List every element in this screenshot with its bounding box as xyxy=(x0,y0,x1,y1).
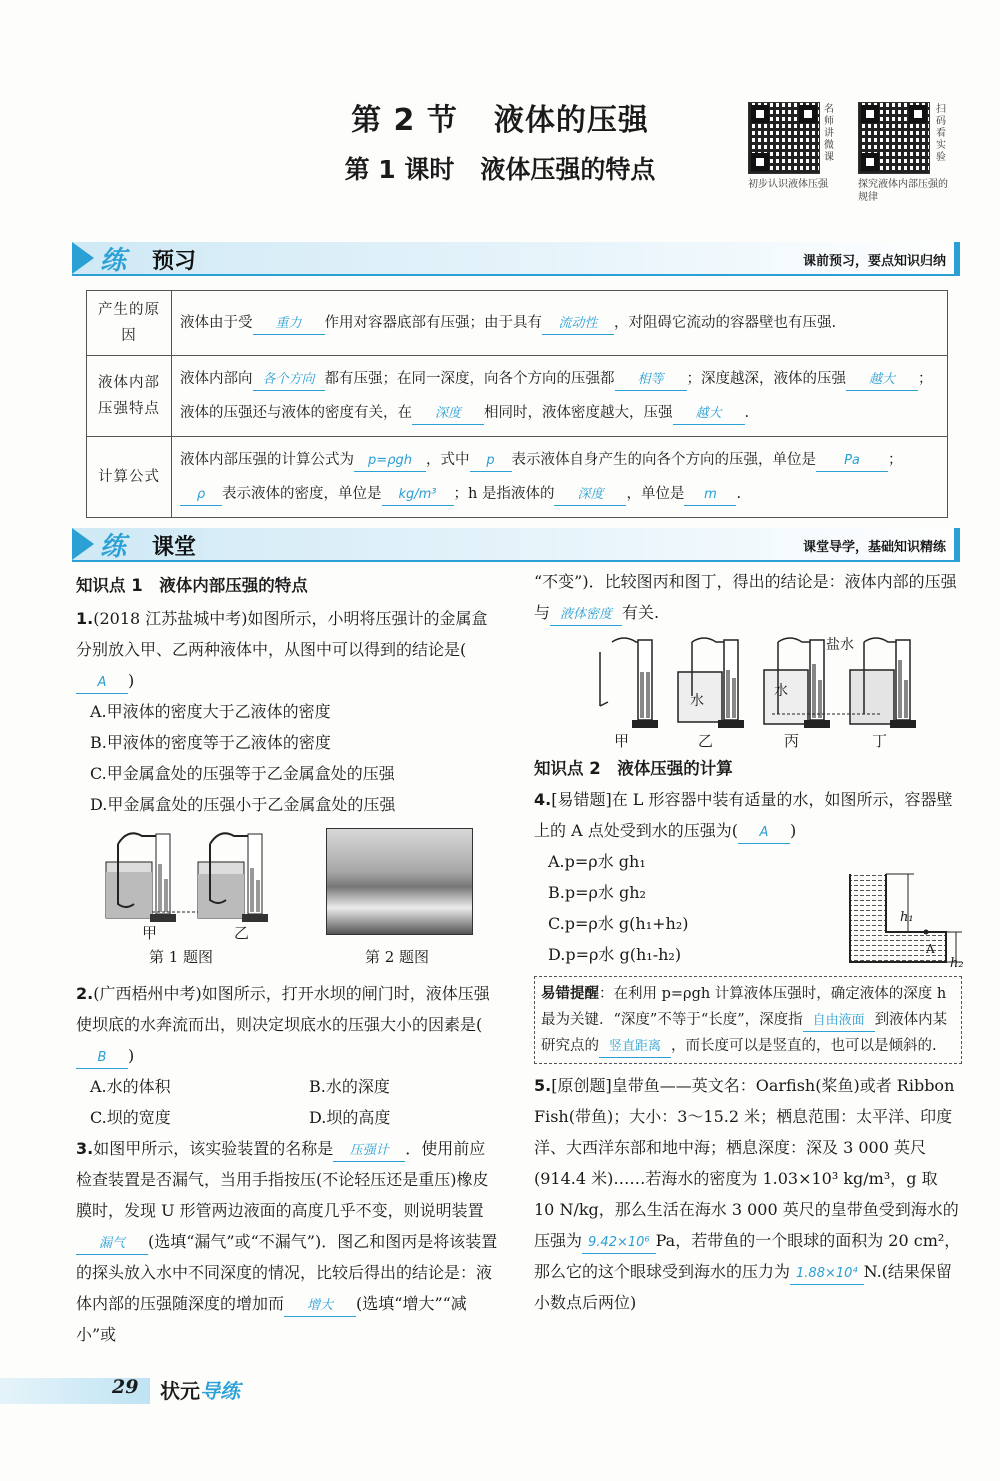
answer-blank[interactable]: p xyxy=(470,451,512,472)
answer-blank[interactable]: 漏气 xyxy=(76,1234,148,1255)
question-5: 5.[原创题]皇带鱼——英文名：Oarfish(桨鱼)或者 Ribbon Fish(带鱼)；大小：3～15.2 米；栖息范围：太平洋、印度洋、大西洋东部和地中海；栖息深度：深及 3 000 英尺(914.4 米)……若海水的密度为 1.03×10³ kg/m³，g 取 10 N/kg，那么生活在海水 3 000 英尺的皇带鱼受到海水的压强为 9.42×10⁶ Pa，若带鱼的一个眼球的面积为 20 cm²，那么它的这个眼球受到海水的压力为 1.88×10⁴ N.(结果保留小数点后两位) xyxy=(534,1076,961,1312)
band-tick xyxy=(954,242,960,274)
knowledge-point-2: 知识点 2 液体压强的计算 xyxy=(534,759,733,778)
option[interactable]: A.甲液体的密度大于乙液体的密度 xyxy=(90,702,331,721)
fig-label: 丁 xyxy=(872,732,888,750)
answer-blank[interactable]: 1.88×10⁴ xyxy=(790,1264,864,1285)
option[interactable]: B.甲液体的密度等于乙液体的密度 xyxy=(90,733,331,752)
qr-caption-2: 探究液体内部压强的规律 xyxy=(858,179,948,203)
brine-label: 盐水 xyxy=(826,637,854,653)
row-head: 产生的原因 xyxy=(87,291,172,356)
fig-label: 丙 xyxy=(784,732,800,750)
row-body: 液体内部压强的计算公式为 p=ρgh ，式中 p 表示液体自身产生的向各个方向的压强，单位是 Pa ；ρ 表示液体的密度，单位是 kg/m³ ；h 是指液体的 深度 ，单位是 m . xyxy=(172,437,948,518)
question-4: 4.[易错题]在 L 形容器中装有适量的水，如图所示，容器壁上的 A 点处受到水的压强为( A ) A.p=ρ水 gh₁ B.p=ρ水 gh₂ C.p=ρ水 g(h₁+h₂) D.p=ρ水 g(h₁-h₂) h₁ h₂ A xyxy=(534,784,962,970)
option[interactable]: C.甲金属盒处的压强等于乙金属盒处的压强 xyxy=(90,764,395,783)
option[interactable]: D.坝的高度 xyxy=(309,1108,391,1127)
qr-caption-1: 初步认识液体压强 xyxy=(748,179,828,190)
section-number: 第 2 节 xyxy=(351,103,458,138)
preview-subtitle: 课前预习，要点知识归纳 xyxy=(802,254,946,269)
answer-blank[interactable]: 压强计 xyxy=(333,1141,405,1162)
left-column xyxy=(76,570,501,1350)
preview-table xyxy=(86,290,948,518)
fig-label: 乙 xyxy=(698,732,714,750)
option[interactable]: A.水的体积 xyxy=(90,1077,171,1096)
question-3: 3.如图甲所示，该实验装置的名称是 压强计 ．使用前应检查装置是否漏气，当用手指按压(不论轻压还是重压)橡皮膜时，发现 U 形管两边液面的高度几乎不变，则说明装置漏气 (选填“漏气”或“不漏气”)．图乙和图丙是将该装置的探头放入水中不同深度的情况，比较后得出的结论是：液体内部的压强随深度的增加而 增大 (选填“增大”“减小”或 xyxy=(76,1139,498,1344)
qr-side-label-1: 名师讲微课 xyxy=(824,104,834,163)
option[interactable]: B.水的深度 xyxy=(309,1077,390,1096)
answer-blank[interactable]: kg/m³ xyxy=(382,485,454,506)
option[interactable]: D.p=ρ水 g(h₁-h₂) xyxy=(548,945,682,964)
answer-blank[interactable]: 各个方向 xyxy=(253,370,325,391)
figure-captions xyxy=(76,950,501,978)
error-tip-box: 易错提醒：在利用 p=ρgh 计算液体压强时，确定液体的深度 h 最为关键．“深度”不等于“长度”，深度指 自由液面 到液体内某研究点的 竖直距离 ，而长度可以是竖直的，也可以是倾斜的. xyxy=(534,976,962,1064)
fig-label: 甲 xyxy=(614,732,630,750)
qr-side-label-2: 扫码看实验 xyxy=(936,104,946,163)
preview-label: 预习 xyxy=(152,249,197,274)
lesson-name: 液体压强的特点 xyxy=(480,155,656,184)
row-head: 液体内部压强特点 xyxy=(87,356,172,437)
question-1-figures xyxy=(76,820,501,950)
brand-logo: 状元导练 xyxy=(160,1379,240,1403)
question-2: 2.(广西梧州中考)如图所示，打开水坝的闸门时，液体压强使坝底的水奔流而出，则决定坝底水的压强大小的因素是(B ) A.水的体积 B.水的深度 C.坝的宽度 D.坝的高度 xyxy=(76,978,501,1133)
answer-blank[interactable]: 竖直距离 xyxy=(599,1037,671,1058)
tip-label: 易错提醒 xyxy=(541,986,599,1002)
answer-blank[interactable]: 越大 xyxy=(673,404,745,425)
answer-blank[interactable]: 重力 xyxy=(253,314,325,335)
band-tick xyxy=(954,528,960,560)
fig1-caption: 第 1 题图 xyxy=(148,948,214,966)
qr-code-1[interactable] xyxy=(748,102,820,174)
pressure-gauge-figure xyxy=(98,824,278,932)
answer-blank[interactable]: ρ xyxy=(180,485,222,506)
dam-photo xyxy=(326,828,473,935)
option[interactable]: A.p=ρ水 gh₁ xyxy=(548,852,646,871)
practice-icon: 练 xyxy=(100,532,127,562)
page-number: 29 xyxy=(112,1376,139,1398)
answer-blank[interactable]: 深度 xyxy=(554,485,626,506)
fig2-caption: 第 2 题图 xyxy=(364,948,430,966)
row-body: 液体内部向 各个方向 都有压强；在同一深度，向各个方向的压强都 相等 ；深度越深，液体的压强 越大 ；液体的压强还与液体的密度有关，在 深度 相同时，液体密度越大，压强 越大 . xyxy=(172,356,948,437)
h2-label: h₂ xyxy=(950,956,964,971)
section-name: 液体的压强 xyxy=(493,103,649,138)
option[interactable]: C.坝的宽度 xyxy=(90,1108,171,1127)
class-band xyxy=(72,528,960,562)
table-row xyxy=(87,291,948,356)
qr-code-icon xyxy=(748,102,820,174)
h1-label: h₁ xyxy=(900,910,914,925)
fig-label: 甲 xyxy=(142,924,158,942)
answer-blank[interactable]: B xyxy=(76,1048,128,1069)
gauge-sequence-figure xyxy=(592,632,952,742)
answer-blank[interactable]: 自由液面 xyxy=(803,1011,875,1032)
qr-code-2[interactable] xyxy=(858,102,930,174)
option[interactable]: B.p=ρ水 gh₂ xyxy=(548,883,646,902)
class-subtitle: 课堂导学，基础知识精练 xyxy=(802,540,946,555)
question-3-continued: “不变”)．比较图丙和图丁，得出的结论是：液体内部的压强与 液体密度 有关. xyxy=(534,566,962,628)
answer-blank[interactable]: 增大 xyxy=(284,1296,356,1317)
answer-blank[interactable]: 流动性 xyxy=(542,314,614,335)
answer-blank[interactable]: m xyxy=(684,485,736,506)
class-label: 课堂 xyxy=(152,535,197,560)
row-body: 液体由于受 重力 作用对容器底部有压强；由于具有 流动性 ，对阻碍它流动的容器壁也有压强. xyxy=(172,291,948,356)
row-head: 计算公式 xyxy=(87,437,172,518)
answer-blank[interactable]: A xyxy=(76,673,128,694)
knowledge-point-1: 知识点 1 液体内部压强的特点 xyxy=(76,576,308,595)
water-label: 水 xyxy=(774,683,788,699)
answer-blank[interactable]: 深度 xyxy=(412,404,484,425)
lesson-title xyxy=(0,150,1000,186)
section-title xyxy=(0,95,1000,139)
answer-blank[interactable]: p=ρgh xyxy=(354,451,426,472)
arrow-icon xyxy=(72,528,94,560)
answer-blank[interactable]: 液体密度 xyxy=(550,605,622,626)
lesson-number: 第 1 课时 xyxy=(344,155,455,184)
qr-code-icon xyxy=(858,102,930,174)
question-3-figures xyxy=(534,628,962,753)
water-label: 水 xyxy=(690,693,704,709)
answer-blank[interactable]: Pa xyxy=(816,451,888,472)
preview-band xyxy=(72,242,960,276)
option[interactable]: C.p=ρ水 g(h₁+h₂) xyxy=(548,914,689,933)
answer-blank[interactable]: 9.42×10⁶ xyxy=(582,1233,656,1254)
fig-label: 乙 xyxy=(234,924,250,942)
practice-icon: 练 xyxy=(100,246,127,276)
arrow-icon xyxy=(72,242,94,274)
answer-blank[interactable]: 相等 xyxy=(615,370,687,391)
option[interactable]: D.甲金属盒处的压强小于乙金属盒处的压强 xyxy=(90,795,396,814)
table-row xyxy=(87,437,948,518)
right-column xyxy=(534,566,962,1318)
question-1: 1.(2018 江苏盐城中考)如图所示，小明将压强计的金属盒分别放入甲、乙两种液体中，从图中可以得到的结论是(A ) A.甲液体的密度大于乙液体的密度 B.甲液体的密度等于乙液体的密度 C.甲金属盒处的压强等于乙金属盒处的压强 D.甲金属盒处的压强小于乙金属盒处的压强 xyxy=(76,603,501,820)
table-row xyxy=(87,356,948,437)
point-a-label: A xyxy=(926,942,935,956)
answer-blank[interactable]: 越大 xyxy=(846,370,918,391)
answer-blank[interactable]: A xyxy=(738,823,790,844)
